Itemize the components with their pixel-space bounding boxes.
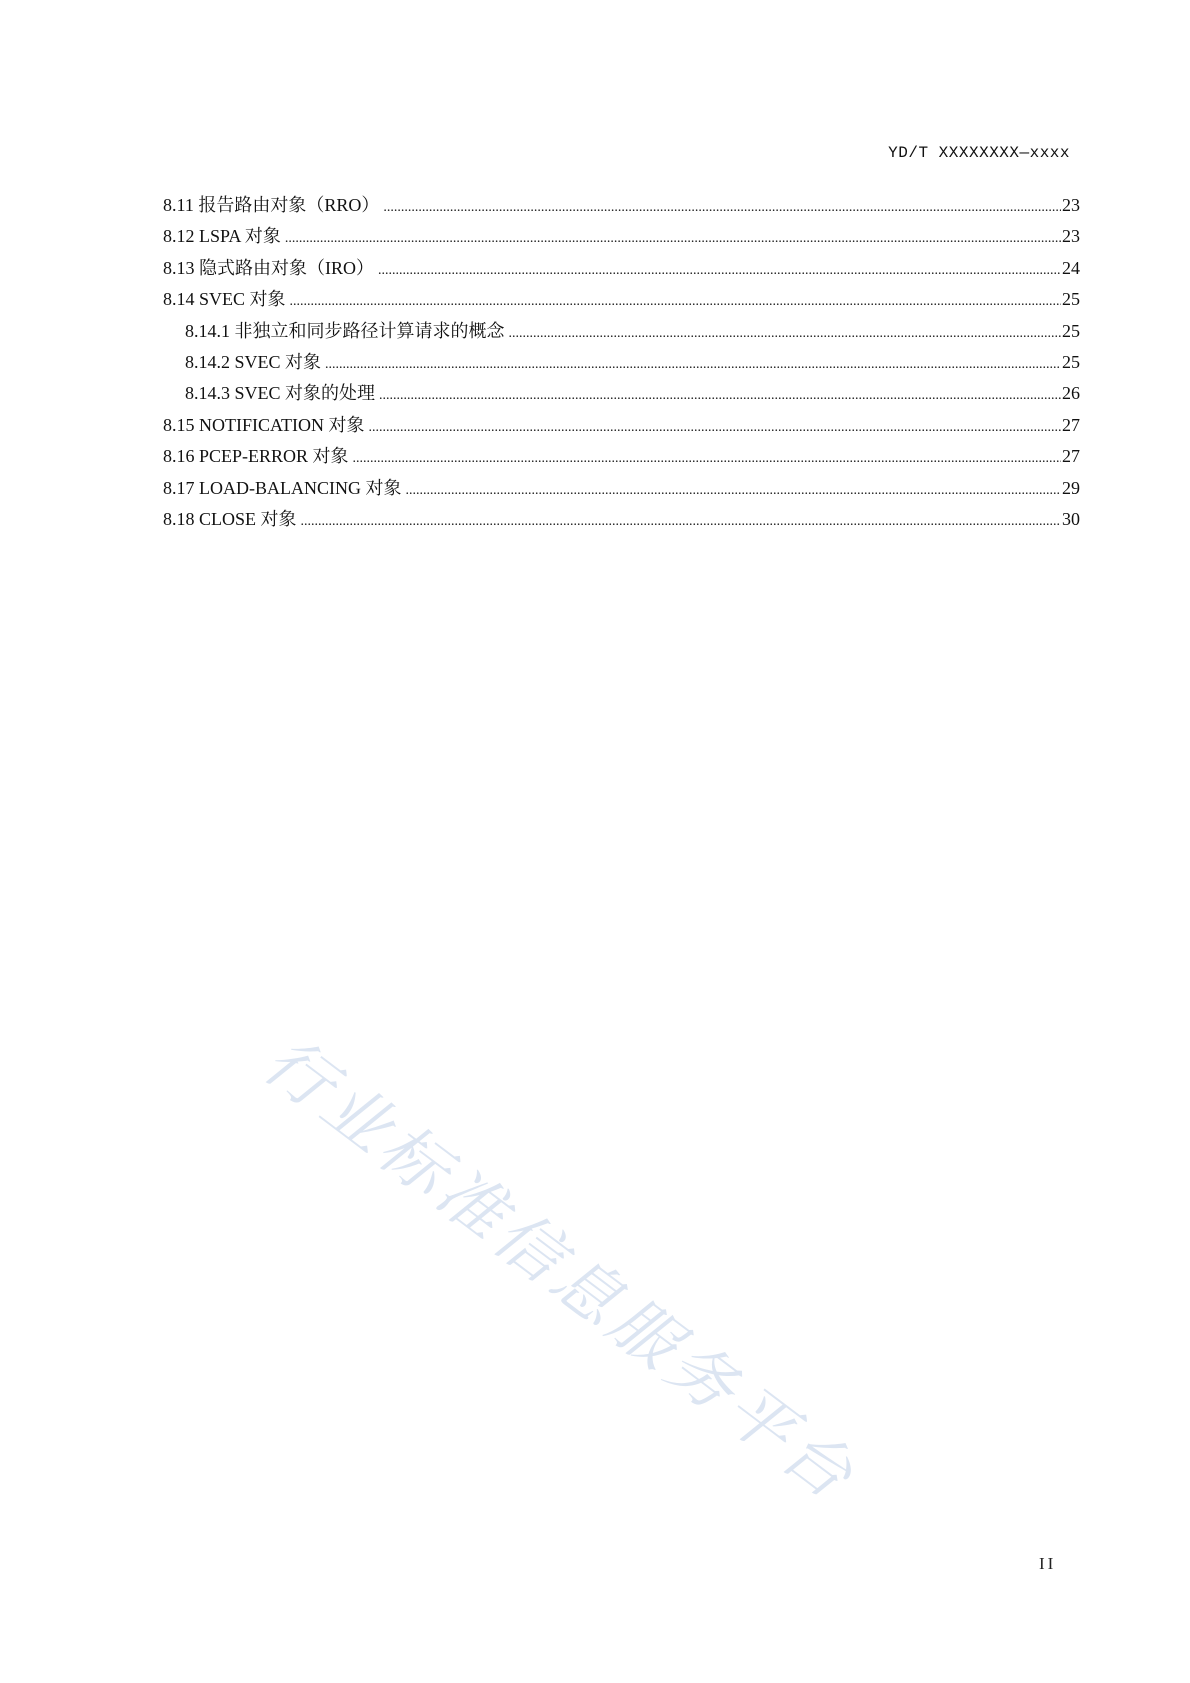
toc-entry-8-12[interactable] [163, 221, 1080, 252]
toc-entry-8-17[interactable] [163, 473, 1080, 504]
toc-entry-title: 8.14.2 SVEC 对象 [185, 351, 322, 372]
toc-entry-page: 27 [1062, 414, 1080, 435]
toc-entry-title: 8.14.3 SVEC 对象的处理 [185, 383, 376, 404]
toc-entry-page: 23 [1062, 226, 1080, 247]
watermark: 行业标准信息服务平台 [249, 1021, 871, 1517]
toc-entry-page: 26 [1062, 383, 1080, 404]
toc-entry-title: 8.14.1 非独立和同步路径计算请求的概念 [185, 320, 505, 341]
toc-entry-title: 8.15 NOTIFICATION 对象 [163, 414, 365, 435]
toc-entry-8-14[interactable] [163, 284, 1080, 315]
toc-dot-leader [405, 475, 1061, 506]
toc-entry-8-14-3[interactable] [163, 378, 1080, 409]
toc-entry-8-14-1[interactable] [163, 316, 1080, 347]
toc-entry-page: 29 [1062, 477, 1080, 498]
toc-dot-leader [378, 255, 1061, 286]
toc-entry-title: 8.11 报告路由对象（RRO） [163, 195, 380, 215]
toc-entry-8-18[interactable] [163, 504, 1080, 535]
toc-entry-8-14-2[interactable] [163, 347, 1080, 378]
toc-entry-8-13[interactable] [163, 253, 1080, 284]
toc-entry-page: 25 [1062, 351, 1080, 372]
toc-entry-8-16[interactable] [163, 441, 1080, 472]
toc-dot-leader [325, 349, 1061, 380]
toc-entry-title: 8.14 SVEC 对象 [163, 289, 286, 310]
toc-dot-leader [369, 412, 1062, 443]
document-code-header: YD/T XXXXXXXX—xxxx [888, 144, 1070, 162]
toc-entry-title: 8.13 隐式路由对象（IRO） [163, 257, 374, 278]
toc-dot-leader [301, 506, 1061, 537]
toc-dot-leader [290, 286, 1061, 317]
toc-dot-leader [509, 318, 1062, 349]
toc-dot-leader [353, 443, 1061, 474]
toc-entry-page: 25 [1062, 320, 1080, 341]
toc-dot-leader [383, 192, 1061, 223]
toc-entry-title: 8.17 LOAD-BALANCING 对象 [163, 477, 402, 498]
toc-entry-page: 24 [1062, 257, 1080, 278]
toc-dot-leader [379, 380, 1061, 411]
toc-dot-leader [285, 223, 1061, 254]
table-of-contents [163, 190, 1080, 535]
toc-entry-title: 8.12 LSPA 对象 [163, 226, 281, 247]
toc-entry-page: 27 [1062, 446, 1080, 467]
toc-entry-title: 8.16 PCEP-ERROR 对象 [163, 446, 349, 467]
toc-entry-page: 25 [1062, 289, 1080, 310]
toc-entry-8-11[interactable] [163, 190, 1080, 221]
toc-entry-page: 30 [1062, 508, 1080, 529]
toc-entry-8-15[interactable] [163, 410, 1080, 441]
page-number: II [1039, 1554, 1057, 1573]
toc-entry-page: 23 [1062, 195, 1080, 215]
toc-entry-title: 8.18 CLOSE 对象 [163, 508, 297, 529]
